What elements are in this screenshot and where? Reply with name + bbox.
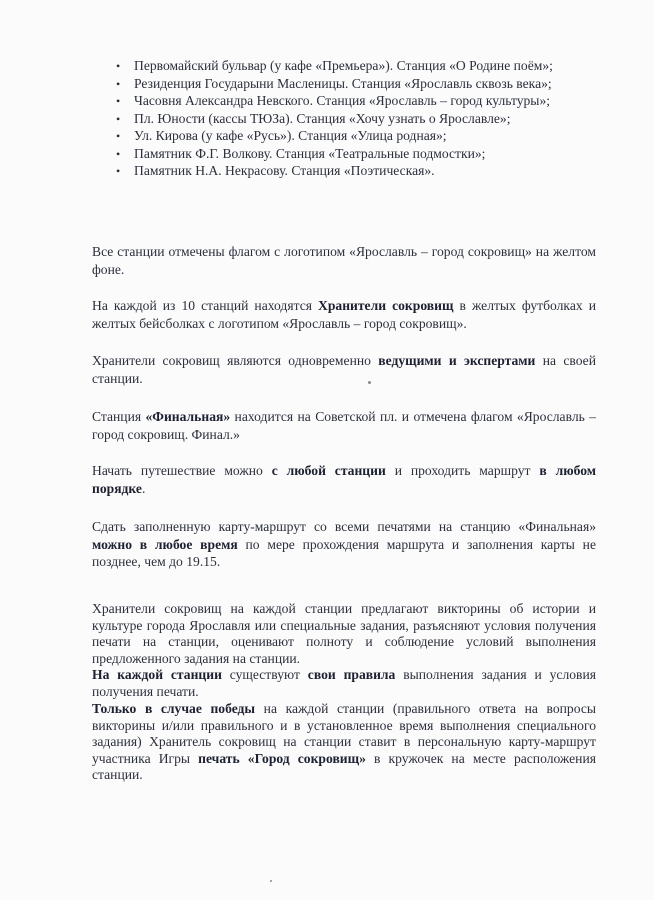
list-item: • Пл. Юности (кассы ТЮЗа). Станция «Хочу узнать о Ярославле»;	[116, 110, 511, 126]
submit-paragraph: Сдать заполненную карту-маршрут со всеми печатями на станцию «Финальная» можно в любое время по мере прохождения маршрута и заполнения карты не позднее, чем до 19.15.	[92, 519, 596, 569]
final-station-paragraph: Станция «Финальная» находится на Советской пл. и отмечена флагом «Ярославль – город сокровищ. Финал.»	[92, 409, 596, 442]
hosts-paragraph: Хранители сокровищ являются одновременно ведущими и экспертами на своей станции.	[92, 353, 596, 386]
bullet-icon: •	[116, 146, 121, 161]
scan-speck	[270, 880, 272, 882]
victory-paragraph: Только в случае победы на каждой станции (правильного ответа на вопросы викторины и/или правильного и в установленное время выполнения специального задания) Хранитель сокровищ на станции ставит в персональную карту-маршрут участника Игры печать «Город сокровищ» в кружочек на месте расположения станции.	[92, 701, 597, 782]
list-item: • Ул. Кирова (у кафе «Русь»). Станция «Улица родная»;	[116, 128, 447, 143]
quiz-paragraph: Хранители сокровищ на каждой станции предлагают викторины об истории и культуре города Ярославля или специальные задания, разъясняют условия получения печати на станции, оценивают полноту и соблюдение условий выполнения предложенного задания на станции.	[92, 601, 596, 666]
list-item: • Первомайский бульвар (у кафе «Премьера»). Станция «О Родине поём»;	[116, 58, 553, 73]
keepers-paragraph: На каждой из 10 станций находятся Хранители сокровищ в желтых футболках и желтых бейсболках с логотипом «Ярославль – город сокровищ».	[92, 298, 596, 331]
stations-list	[118, 58, 596, 181]
list-item: • Памятник Н.А. Некрасову. Станция «Поэтическая».	[116, 163, 435, 178]
bullet-icon: •	[116, 94, 121, 108]
bullet-icon: •	[116, 59, 121, 73]
start-paragraph: Начать путешествие можно с любой станции и проходить маршрут в любом порядке.	[92, 463, 596, 496]
list-item: • Памятник Ф.Г. Волкову. Станция «Театральные подмостки»;	[116, 145, 486, 161]
scan-speck	[368, 381, 371, 384]
bullet-icon: •	[116, 76, 121, 91]
list-item: • Резиденция Государыни Масленицы. Станция «Ярославль сквозь века»;	[116, 75, 552, 91]
rules-paragraph: На каждой станции существуют свои правила выполнения задания и условия получения печати.	[92, 667, 596, 699]
bullet-icon: •	[116, 164, 121, 178]
bullet-icon: •	[116, 129, 121, 143]
bullet-icon: •	[116, 111, 121, 126]
flags-paragraph: Все станции отмечены флагом с логотипом «Ярославль – город сокровищ» на желтом фоне.	[92, 244, 596, 277]
list-item: • Часовня Александра Невского. Станция «Ярославль – город культуры»;	[116, 93, 551, 108]
